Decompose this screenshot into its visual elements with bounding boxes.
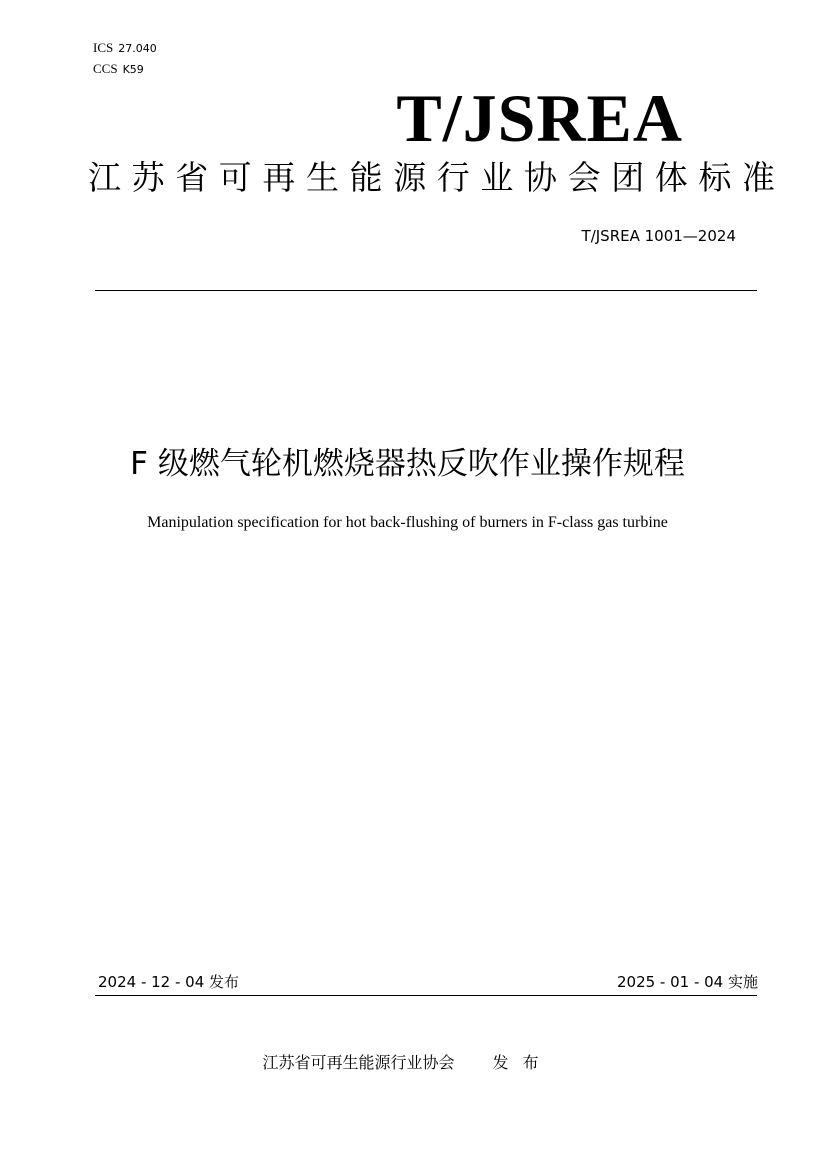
- standard-logo: T/JSREA: [396, 80, 683, 156]
- ics-code: [93, 40, 157, 57]
- footer-divider: [95, 995, 757, 996]
- issue-date: 2024 - 12 - 04 发布: [98, 973, 240, 991]
- ccs-code: [93, 61, 144, 78]
- standard-number: T/JSREA 1001—2024: [581, 227, 736, 245]
- ccs-value: K59: [122, 63, 144, 76]
- header-divider: [95, 290, 757, 291]
- publish-action: 发布: [492, 1053, 553, 1072]
- ics-value: 27.040: [118, 42, 157, 55]
- publisher-line: [0, 1051, 815, 1075]
- document-title-cn: F 级燃气轮机燃烧器热反吹作业操作规程: [130, 446, 685, 482]
- ics-label: ICS: [93, 40, 114, 55]
- ccs-label: CCS: [93, 61, 118, 76]
- implementation-date: 2025 - 01 - 04 实施: [616, 973, 758, 991]
- document-title-en: Manipulation specification for hot back-flushing of burners in F-class gas turbine: [147, 514, 668, 531]
- publisher-name: 江苏省可再生能源行业协会: [262, 1053, 455, 1072]
- org-standard-title: 江苏省可再生能源行业协会团体标准: [88, 158, 786, 197]
